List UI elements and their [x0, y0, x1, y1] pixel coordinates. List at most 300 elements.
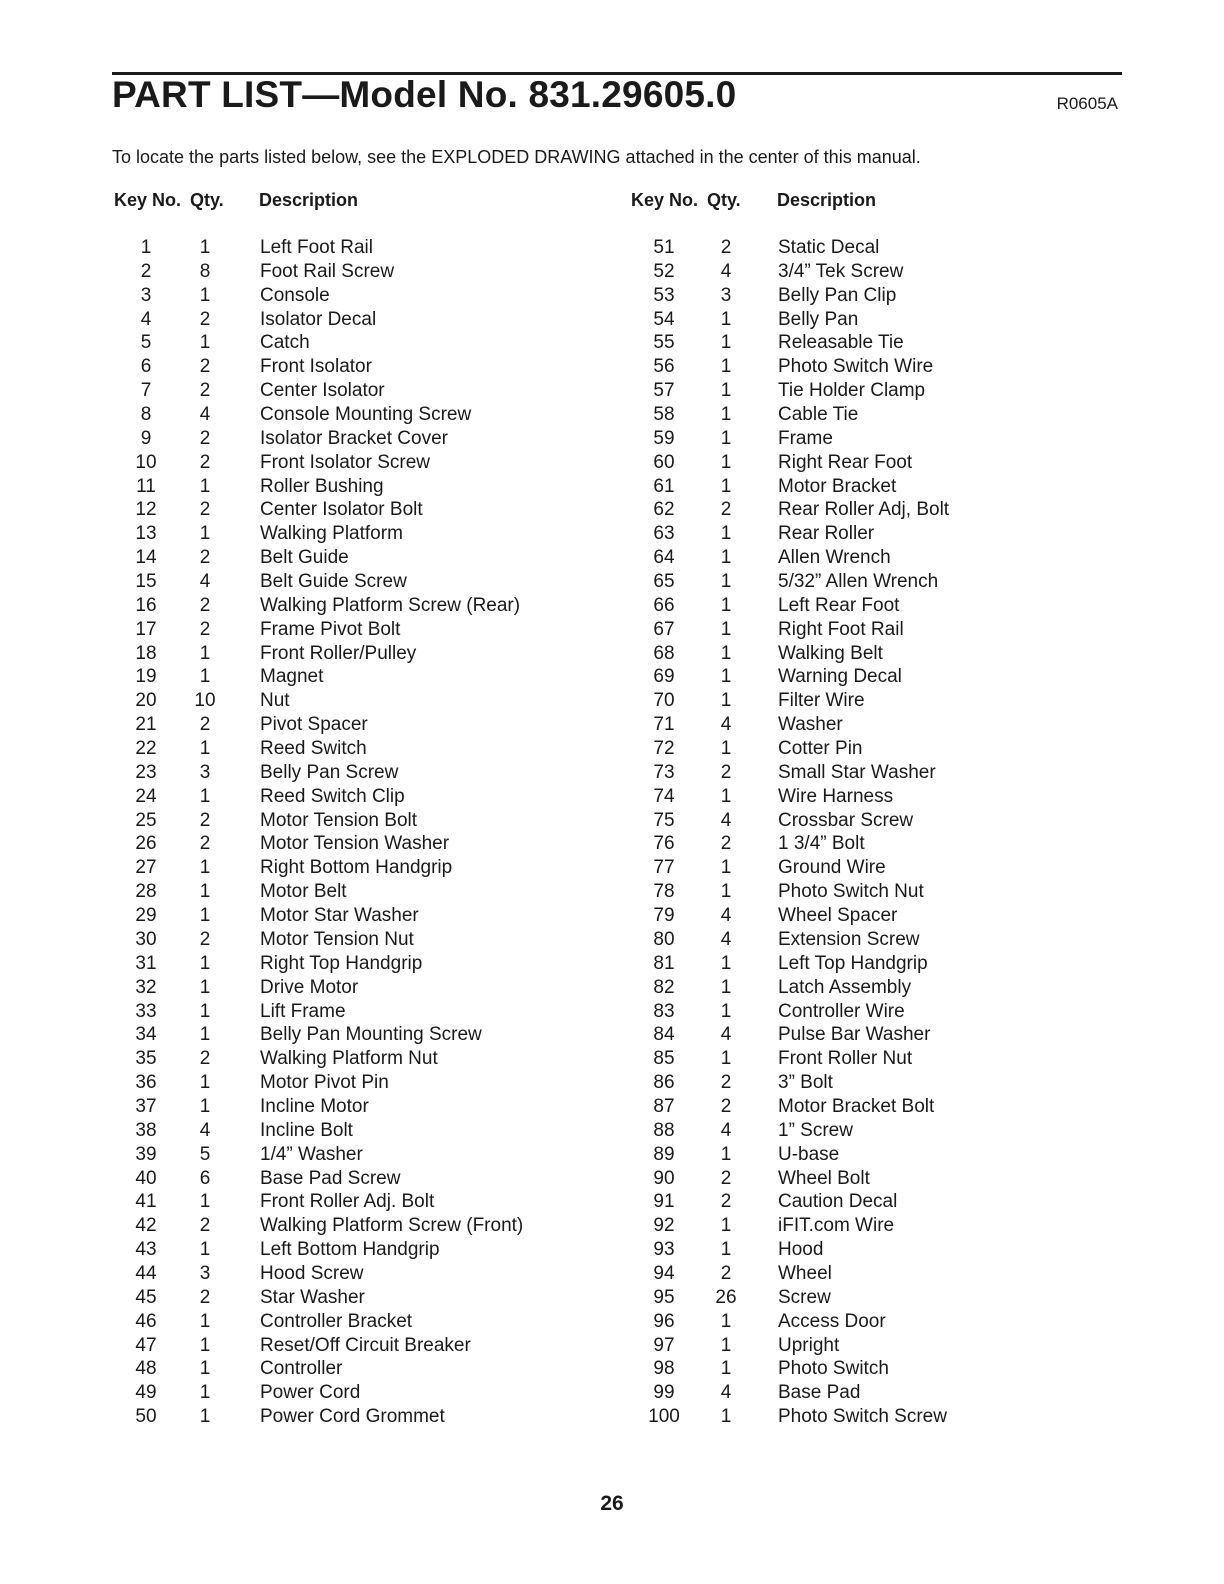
part-description: Pivot Spacer — [260, 714, 368, 736]
part-key-number: 15 — [135, 571, 157, 593]
part-description: Controller — [260, 1358, 343, 1380]
part-description: Motor Belt — [260, 881, 347, 903]
part-key-number: 58 — [653, 404, 675, 426]
part-quantity: 1 — [720, 308, 732, 330]
part-description: 3/4” Tek Screw — [778, 260, 904, 282]
part-key-number: 29 — [135, 905, 157, 927]
part-key-number: 6 — [140, 356, 152, 378]
part-key-number: 90 — [653, 1167, 675, 1189]
part-description: Small Star Washer — [778, 761, 936, 783]
part-quantity: 1 — [199, 857, 211, 879]
part-description: Motor Tension Bolt — [260, 809, 418, 831]
part-key-number: 22 — [135, 738, 157, 760]
part-key-number: 70 — [653, 690, 675, 712]
part-key-number: 38 — [135, 1119, 157, 1141]
part-key-number: 61 — [653, 475, 675, 497]
part-key-number: 89 — [653, 1143, 675, 1165]
part-description: Crossbar Screw — [778, 809, 914, 831]
header-key-left: Key No. — [114, 190, 182, 210]
part-quantity: 1 — [720, 594, 732, 616]
part-key-number: 42 — [135, 1215, 157, 1237]
part-key-number: 4 — [140, 308, 152, 330]
part-description: Right Top Handgrip — [260, 952, 423, 974]
part-quantity: 1 — [199, 1310, 211, 1332]
part-description: Wheel Spacer — [778, 905, 898, 927]
part-description: Front Isolator Screw — [260, 451, 430, 473]
part-key-number: 50 — [135, 1406, 157, 1428]
part-key-number: 35 — [135, 1048, 157, 1070]
part-key-number: 64 — [653, 547, 675, 569]
part-key-number: 44 — [135, 1262, 157, 1284]
part-description: Controller Bracket — [260, 1310, 413, 1332]
part-description: Motor Pivot Pin — [260, 1072, 389, 1094]
part-description: U-base — [778, 1143, 840, 1165]
part-key-number: 2 — [140, 260, 152, 282]
part-key-number: 57 — [653, 380, 675, 402]
part-description: Base Pad Screw — [260, 1167, 401, 1189]
part-description: 1” Screw — [778, 1119, 853, 1141]
part-quantity: 2 — [720, 499, 732, 521]
part-key-number: 96 — [653, 1310, 675, 1332]
part-description: Cable Tie — [778, 404, 859, 426]
part-quantity: 1 — [720, 356, 732, 378]
part-quantity: 1 — [199, 237, 211, 258]
part-quantity: 2 — [199, 547, 211, 569]
part-quantity: 1 — [720, 1048, 732, 1070]
part-description: iFIT.com Wire — [778, 1215, 895, 1237]
part-description: 5/32” Allen Wrench — [778, 571, 939, 593]
part-key-number: 65 — [653, 571, 675, 593]
part-key-number: 23 — [135, 761, 157, 783]
part-key-number: 60 — [653, 451, 675, 473]
part-description: Isolator Decal — [260, 308, 377, 330]
part-description: Console Mounting Screw — [260, 404, 472, 426]
part-key-number: 82 — [653, 976, 675, 998]
part-description: Photo Switch Wire — [778, 356, 934, 378]
part-description: Console — [260, 284, 330, 306]
part-description: Incline Motor — [260, 1095, 369, 1117]
part-description: Lift Frame — [260, 1000, 346, 1022]
part-quantity: 1 — [720, 404, 732, 426]
part-key-number: 33 — [135, 1000, 157, 1022]
part-key-number: 73 — [653, 761, 675, 783]
part-quantity: 1 — [720, 690, 732, 712]
part-quantity: 1 — [720, 427, 732, 449]
part-key-number: 14 — [135, 547, 157, 569]
part-quantity: 4 — [720, 1024, 732, 1046]
header-desc-right: Description — [777, 190, 877, 210]
part-quantity: 2 — [720, 833, 732, 855]
part-description: Right Foot Rail — [778, 618, 904, 640]
part-key-number: 49 — [135, 1382, 157, 1404]
part-description: Foot Rail Screw — [260, 260, 395, 282]
page-number: 26 — [600, 1492, 624, 1515]
part-key-number: 20 — [135, 690, 157, 712]
part-key-number: 93 — [653, 1239, 675, 1261]
part-key-number: 37 — [135, 1095, 157, 1117]
part-quantity: 2 — [199, 928, 211, 950]
part-description: Power Cord Grommet — [260, 1406, 445, 1428]
part-quantity: 1 — [199, 1191, 211, 1213]
part-key-number: 83 — [653, 1000, 675, 1022]
part-key-number: 7 — [140, 380, 152, 402]
part-key-number: 76 — [653, 833, 675, 855]
part-description: Controller Wire — [778, 1000, 905, 1022]
part-quantity: 1 — [720, 451, 732, 473]
part-key-number: 16 — [135, 594, 157, 616]
part-description: Extension Screw — [778, 928, 920, 950]
part-key-number: 26 — [135, 833, 157, 855]
part-description: Motor Star Washer — [260, 905, 419, 927]
part-description: Reset/Off Circuit Breaker — [260, 1334, 471, 1356]
part-quantity: 1 — [720, 857, 732, 879]
part-key-number: 72 — [653, 738, 675, 760]
part-quantity: 1 — [720, 738, 732, 760]
part-description: Wheel Bolt — [778, 1167, 870, 1189]
part-quantity: 3 — [199, 1262, 211, 1284]
part-description: Motor Tension Nut — [260, 928, 414, 950]
part-key-number: 3 — [140, 284, 152, 306]
part-quantity: 1 — [720, 618, 732, 640]
part-description: Belly Pan Screw — [260, 761, 399, 783]
part-quantity: 2 — [199, 499, 211, 521]
part-quantity: 1 — [199, 881, 211, 903]
part-description: Walking Belt — [778, 642, 883, 664]
part-description: Star Washer — [260, 1286, 365, 1308]
part-key-number: 10 — [135, 451, 157, 473]
part-description: Motor Tension Washer — [260, 833, 450, 855]
part-description: Static Decal — [778, 237, 880, 258]
part-key-number: 71 — [653, 714, 675, 736]
part-description: Screw — [778, 1286, 831, 1308]
part-key-number: 5 — [140, 332, 152, 354]
part-key-number: 13 — [135, 523, 157, 545]
part-quantity: 2 — [199, 1286, 211, 1308]
part-key-number: 18 — [135, 642, 157, 664]
part-quantity: 1 — [199, 642, 211, 664]
part-description: Filter Wire — [778, 690, 865, 712]
part-key-number: 81 — [653, 952, 675, 974]
part-quantity: 1 — [720, 1239, 732, 1261]
part-quantity: 1 — [720, 1215, 732, 1237]
part-quantity: 1 — [199, 332, 211, 354]
part-description: Wire Harness — [778, 785, 894, 807]
part-quantity: 1 — [199, 976, 211, 998]
part-description: Walking Platform Screw (Front) — [260, 1215, 524, 1237]
part-quantity: 1 — [720, 642, 732, 664]
part-description: Reed Switch — [260, 738, 367, 760]
part-quantity: 2 — [720, 1072, 732, 1094]
part-description: Base Pad — [778, 1382, 861, 1404]
part-description: Hood — [778, 1239, 824, 1261]
part-key-number: 74 — [653, 785, 675, 807]
part-quantity: 1 — [199, 523, 211, 545]
part-quantity: 2 — [199, 618, 211, 640]
part-key-number: 79 — [653, 905, 675, 927]
part-description: Catch — [260, 332, 310, 354]
part-key-number: 11 — [136, 475, 156, 497]
part-description: Photo Switch Nut — [778, 881, 924, 903]
part-key-number: 88 — [653, 1119, 675, 1141]
part-quantity: 1 — [199, 1406, 211, 1428]
part-quantity: 1 — [720, 952, 732, 974]
part-quantity: 1 — [720, 1143, 732, 1165]
part-description: Roller Bushing — [260, 475, 384, 497]
part-description: Latch Assembly — [778, 976, 912, 998]
document-code: R0605A — [1056, 94, 1118, 113]
part-quantity: 2 — [199, 833, 211, 855]
part-quantity: 1 — [199, 1000, 211, 1022]
part-key-number: 32 — [135, 976, 157, 998]
part-quantity: 1 — [720, 1406, 732, 1428]
part-description: 1 3/4” Bolt — [778, 833, 865, 855]
part-description: Photo Switch — [778, 1358, 889, 1380]
part-key-number: 66 — [653, 594, 675, 616]
part-quantity: 1 — [199, 1358, 211, 1380]
part-quantity: 1 — [720, 571, 732, 593]
part-description: Wheel — [778, 1262, 832, 1284]
part-description: Rear Roller Adj, Bolt — [778, 499, 950, 521]
part-quantity: 4 — [720, 809, 732, 831]
part-description: Pulse Bar Washer — [778, 1024, 931, 1046]
part-key-number: 1 — [140, 237, 152, 258]
part-description: Walking Platform Nut — [260, 1048, 438, 1070]
part-quantity: 10 — [194, 690, 216, 712]
part-quantity: 2 — [720, 1262, 732, 1284]
part-key-number: 78 — [653, 881, 675, 903]
part-description: Right Bottom Handgrip — [260, 857, 453, 879]
intro-text: To locate the parts listed below, see the EXPLODED DRAWING attached in the center of this manual. — [112, 147, 921, 167]
part-quantity: 1 — [199, 666, 211, 688]
part-key-number: 45 — [135, 1286, 157, 1308]
part-quantity: 1 — [199, 1024, 211, 1046]
part-quantity: 4 — [720, 1119, 732, 1141]
part-quantity: 26 — [715, 1286, 737, 1308]
part-quantity: 2 — [720, 237, 732, 258]
part-quantity: 1 — [199, 1382, 211, 1404]
part-description: Releasable Tie — [778, 332, 904, 354]
part-key-number: 100 — [648, 1406, 680, 1428]
part-key-number: 12 — [135, 499, 157, 521]
part-quantity: 4 — [720, 260, 732, 282]
header-desc-left: Description — [259, 190, 359, 210]
part-description: Cotter Pin — [778, 738, 863, 760]
part-key-number: 68 — [653, 642, 675, 664]
part-key-number: 63 — [653, 523, 675, 545]
part-key-number: 62 — [653, 499, 675, 521]
part-description: Motor Bracket — [778, 475, 897, 497]
part-description: Belt Guide Screw — [260, 571, 407, 593]
part-key-number: 52 — [653, 260, 675, 282]
part-description: Left Top Handgrip — [778, 952, 928, 974]
part-key-number: 75 — [653, 809, 675, 831]
part-key-number: 19 — [135, 666, 157, 688]
part-key-number: 40 — [135, 1167, 157, 1189]
part-key-number: 97 — [653, 1334, 675, 1356]
part-quantity: 2 — [199, 1048, 211, 1070]
part-quantity: 2 — [720, 1167, 732, 1189]
part-key-number: 21 — [135, 714, 157, 736]
part-description: Allen Wrench — [778, 547, 891, 569]
part-description: Photo Switch Screw — [778, 1406, 947, 1428]
part-description: Left Foot Rail — [260, 237, 373, 258]
part-quantity: 1 — [199, 1095, 211, 1117]
part-description: Motor Bracket Bolt — [778, 1095, 935, 1117]
part-description: Belly Pan Mounting Screw — [260, 1024, 482, 1046]
part-description: Power Cord — [260, 1382, 361, 1404]
part-key-number: 91 — [653, 1191, 675, 1213]
part-description: Rear Roller — [778, 523, 875, 545]
part-description: Front Roller Adj. Bolt — [260, 1191, 435, 1213]
part-description: Access Door — [778, 1310, 886, 1332]
part-quantity: 1 — [199, 738, 211, 760]
part-quantity: 1 — [720, 666, 732, 688]
part-quantity: 2 — [199, 451, 211, 473]
part-key-number: 80 — [653, 928, 675, 950]
part-quantity: 1 — [720, 523, 732, 545]
part-description: Left Rear Foot — [778, 594, 900, 616]
part-quantity: 4 — [720, 928, 732, 950]
part-description: Right Rear Foot — [778, 451, 913, 473]
header-qty-left: Qty. — [190, 190, 224, 210]
part-key-number: 25 — [135, 809, 157, 831]
part-quantity: 1 — [199, 905, 211, 927]
part-quantity: 1 — [199, 284, 211, 306]
part-key-number: 84 — [653, 1024, 675, 1046]
part-quantity: 2 — [199, 356, 211, 378]
part-quantity: 1 — [199, 952, 211, 974]
part-description: Front Roller/Pulley — [260, 642, 417, 664]
part-quantity: 1 — [720, 1358, 732, 1380]
part-quantity: 2 — [720, 1095, 732, 1117]
part-key-number: 9 — [140, 427, 152, 449]
part-quantity: 4 — [720, 714, 732, 736]
part-quantity: 1 — [720, 1334, 732, 1356]
part-description: Caution Decal — [778, 1191, 898, 1213]
header-qty-right: Qty. — [707, 190, 741, 210]
part-description: Frame Pivot Bolt — [260, 618, 401, 640]
part-quantity: 1 — [720, 976, 732, 998]
part-key-number: 36 — [135, 1072, 157, 1094]
part-quantity: 1 — [720, 547, 732, 569]
part-quantity: 1 — [720, 881, 732, 903]
part-description: Hood Screw — [260, 1262, 364, 1284]
part-quantity: 1 — [199, 785, 211, 807]
part-quantity: 2 — [720, 761, 732, 783]
part-quantity: 1 — [199, 1072, 211, 1094]
part-quantity: 1 — [720, 380, 732, 402]
part-quantity: 2 — [199, 809, 211, 831]
part-description: Upright — [778, 1334, 840, 1356]
part-key-number: 43 — [135, 1239, 157, 1261]
part-quantity: 2 — [199, 714, 211, 736]
part-description: Front Isolator — [260, 356, 372, 378]
part-key-number: 98 — [653, 1358, 675, 1380]
part-key-number: 69 — [653, 666, 675, 688]
part-description: Ground Wire — [778, 857, 886, 879]
part-description: Center Isolator Bolt — [260, 499, 423, 521]
part-quantity: 2 — [199, 380, 211, 402]
part-description: Belly Pan — [778, 308, 859, 330]
part-description: Tie Holder Clamp — [778, 380, 926, 402]
part-quantity: 2 — [720, 1191, 732, 1213]
part-quantity: 2 — [199, 1215, 211, 1237]
part-description: Walking Platform — [260, 523, 403, 545]
part-quantity: 6 — [199, 1167, 211, 1189]
part-quantity: 4 — [199, 571, 211, 593]
part-key-number: 59 — [653, 427, 675, 449]
part-key-number: 17 — [135, 618, 157, 640]
part-description: Walking Platform Screw (Rear) — [260, 594, 521, 616]
part-key-number: 85 — [653, 1048, 675, 1070]
part-quantity: 1 — [199, 1334, 211, 1356]
part-key-number: 92 — [653, 1215, 675, 1237]
part-description: Center Isolator — [260, 380, 385, 402]
part-key-number: 27 — [135, 857, 157, 879]
part-quantity: 3 — [720, 284, 732, 306]
part-key-number: 86 — [653, 1072, 675, 1094]
part-key-number: 67 — [653, 618, 675, 640]
part-quantity: 3 — [199, 761, 211, 783]
part-description: Magnet — [260, 666, 324, 688]
part-description: Nut — [260, 690, 290, 712]
part-quantity: 4 — [720, 905, 732, 927]
part-key-number: 51 — [653, 237, 675, 258]
part-key-number: 8 — [140, 404, 152, 426]
part-key-number: 46 — [135, 1310, 157, 1332]
part-description: Incline Bolt — [260, 1119, 353, 1141]
part-key-number: 77 — [653, 857, 675, 879]
part-description: 3” Bolt — [778, 1072, 833, 1094]
part-quantity: 8 — [199, 260, 211, 282]
page-title: PART LIST—Model No. 831.29605.0 — [112, 74, 737, 115]
part-description: Belly Pan Clip — [778, 284, 897, 306]
part-description: Drive Motor — [260, 976, 359, 998]
part-key-number: 48 — [135, 1358, 157, 1380]
part-description: Warning Decal — [778, 666, 902, 688]
header-key-right: Key No. — [631, 190, 699, 210]
part-key-number: 47 — [135, 1334, 157, 1356]
part-key-number: 94 — [653, 1262, 675, 1284]
part-key-number: 55 — [653, 332, 675, 354]
part-description: Belt Guide — [260, 547, 349, 569]
part-quantity: 5 — [199, 1143, 211, 1165]
part-key-number: 54 — [653, 308, 675, 330]
part-key-number: 95 — [653, 1286, 675, 1308]
part-quantity: 1 — [720, 785, 732, 807]
part-quantity: 1 — [720, 1000, 732, 1022]
part-key-number: 24 — [135, 785, 157, 807]
part-key-number: 56 — [653, 356, 675, 378]
part-quantity: 2 — [199, 594, 211, 616]
part-quantity: 2 — [199, 308, 211, 330]
part-key-number: 87 — [653, 1095, 675, 1117]
part-description: 1/4” Washer — [260, 1143, 363, 1165]
part-quantity: 4 — [199, 1119, 211, 1141]
part-quantity: 1 — [199, 475, 211, 497]
part-description: Isolator Bracket Cover — [260, 427, 448, 449]
part-description: Washer — [778, 714, 843, 736]
part-key-number: 34 — [135, 1024, 157, 1046]
part-key-number: 39 — [135, 1143, 157, 1165]
part-key-number: 31 — [135, 952, 157, 974]
part-quantity: 4 — [720, 1382, 732, 1404]
part-quantity: 1 — [720, 475, 732, 497]
part-key-number: 30 — [135, 928, 157, 950]
part-description: Frame — [778, 427, 833, 449]
part-quantity: 1 — [720, 332, 732, 354]
part-key-number: 99 — [653, 1382, 675, 1404]
